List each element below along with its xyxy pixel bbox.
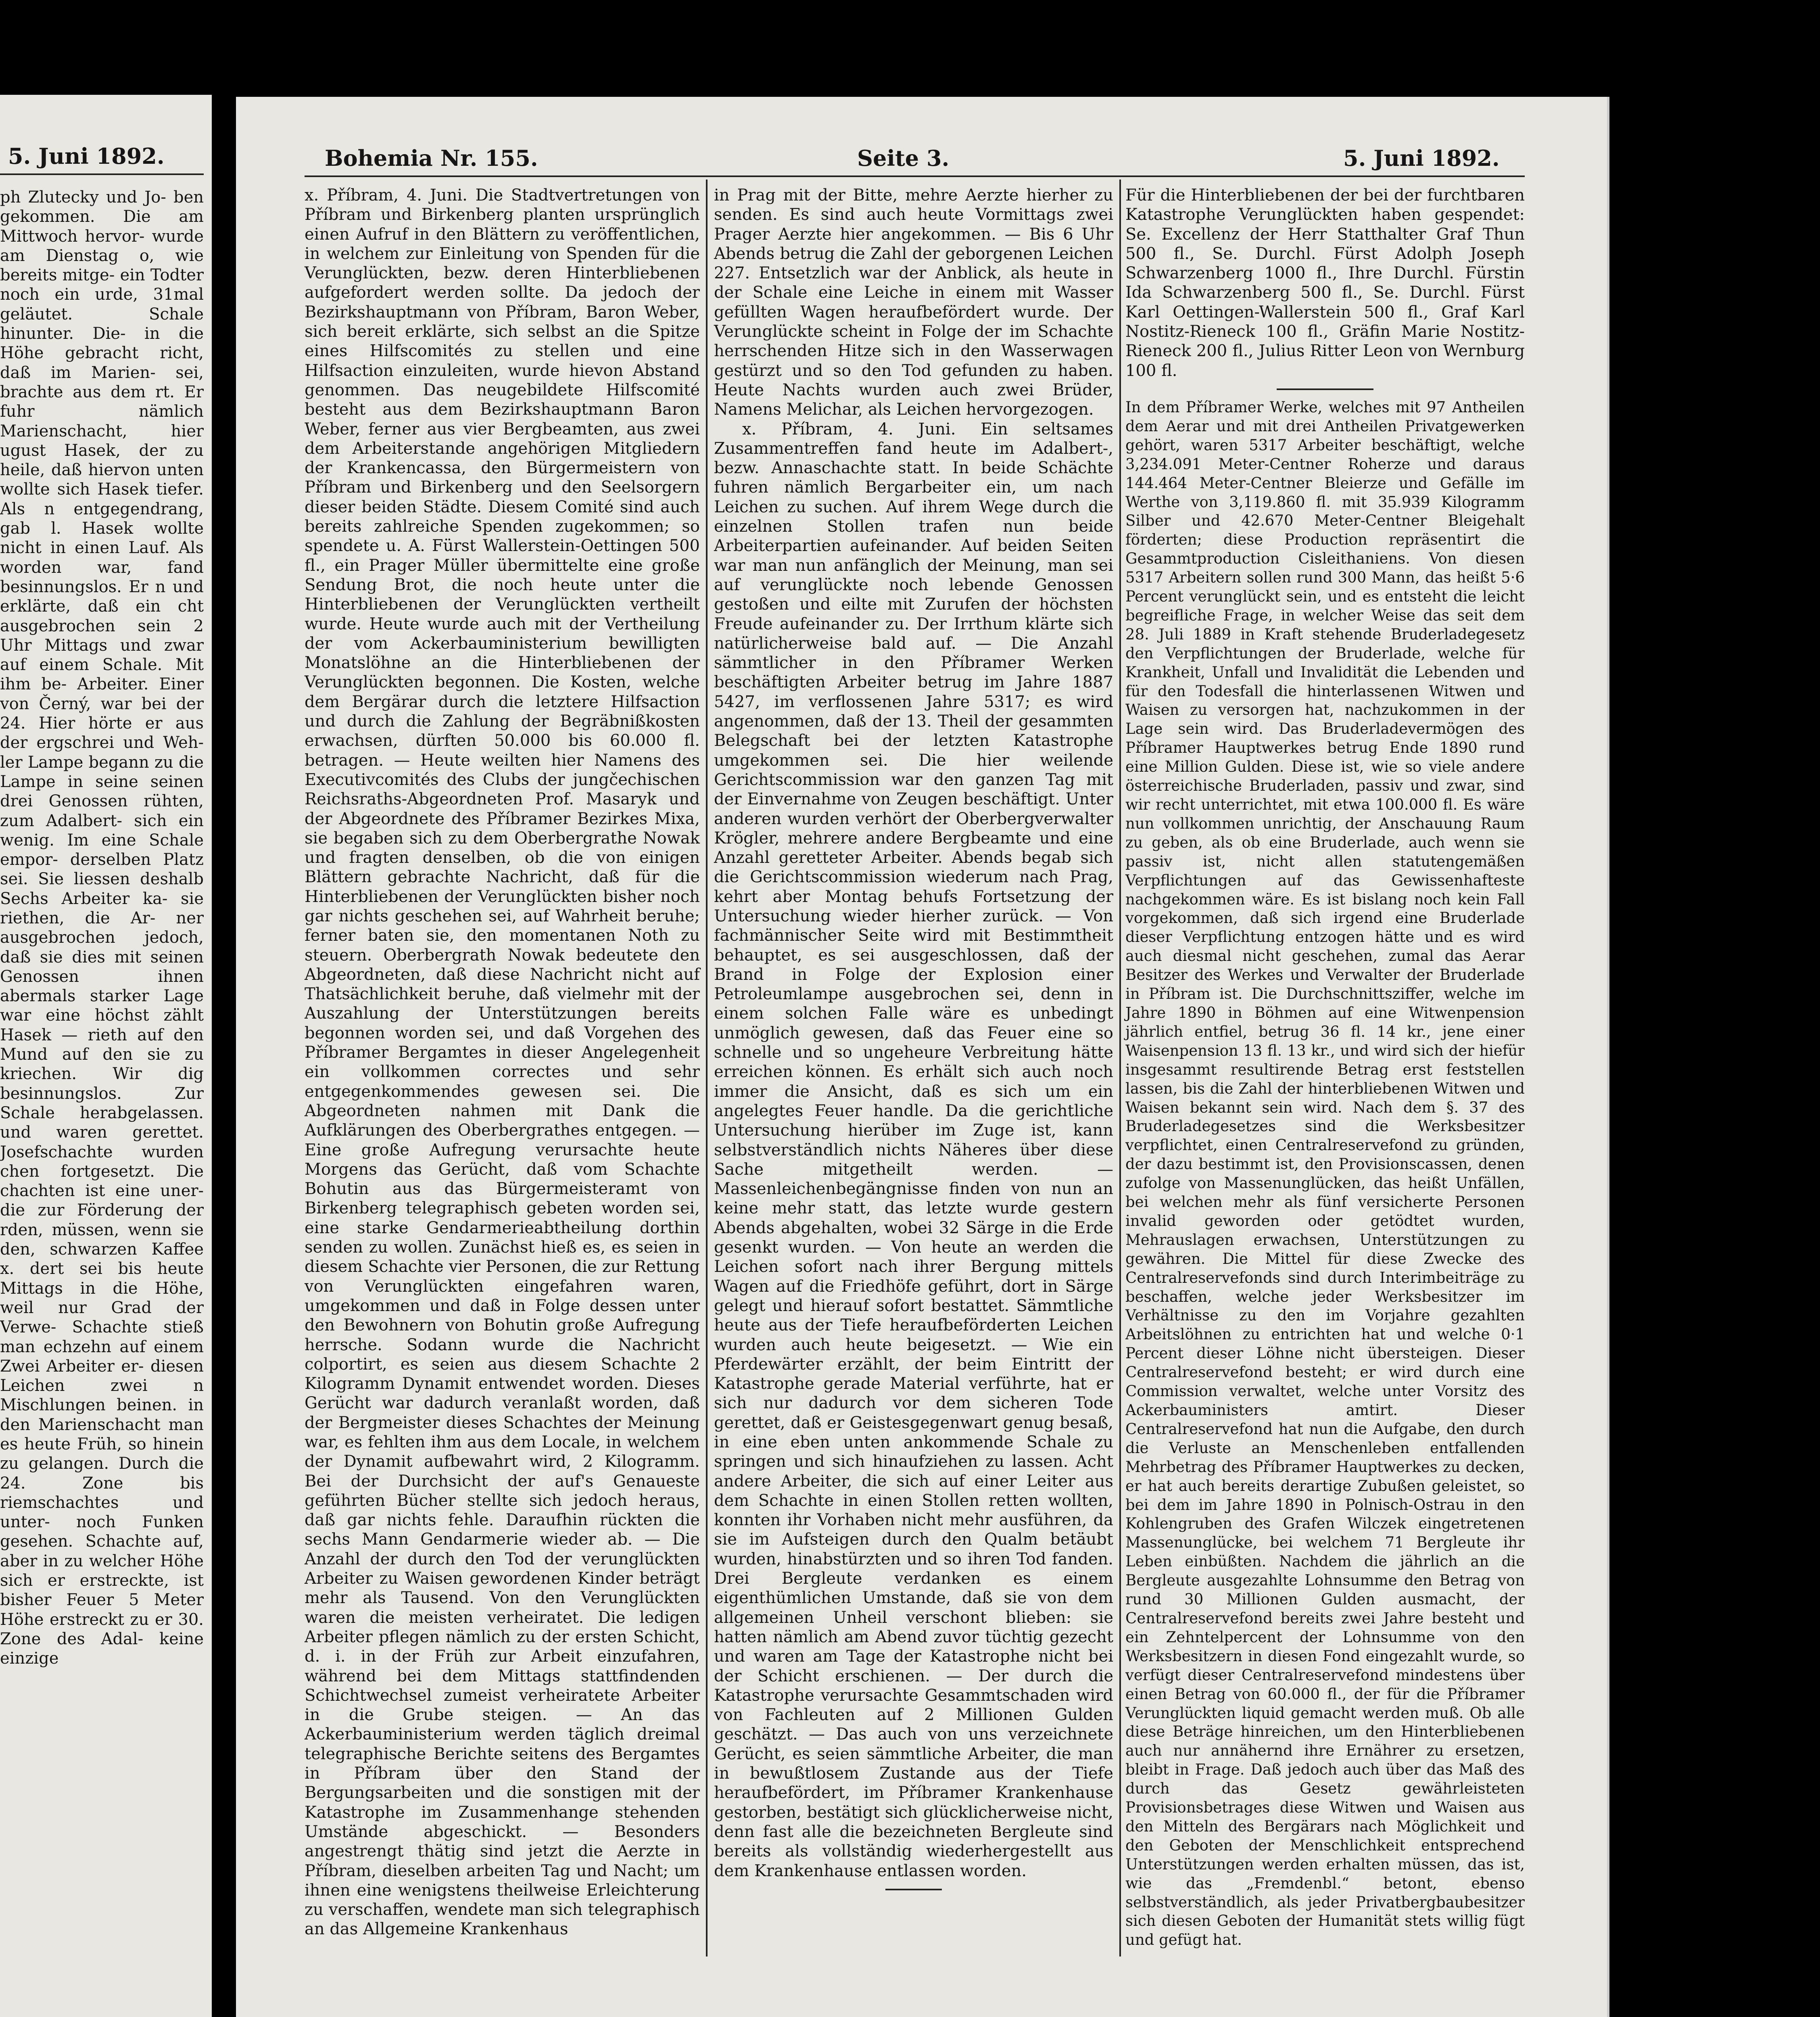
article-continuation: in Prag mit der Bitte, mehre Aerzte hierher zu senden. Es sind auch heute Vormittags zwei Prager Aerzte hier angekommen. — Bis 6 Uhr Abends betrug die Zahl der geborgenen Leichen 227. Entsetzlich war der Anblick, als heute in der Schale eine Leiche in einem mit Wasser gefüllten Wagen heraufbefördert wurde. Der Verunglückte scheint in Folge der im Schachte herrschenden Hitze sich in den Wasserwagen gestürzt und so den Tod gefunden zu haben. Heute Nachts wurden auch zwei Brüder, Namens Melichar, als Leichen hervorgezogen. [714,186,1113,419]
article-pribram-relief-committee: x. Příbram, 4. Juni. Die Stadtvertretungen von Příbram und Birkenberg planten ursprünglich einen Aufruf in den Blättern zu veröffentlichen, in welchem zur Einleitung von Spenden für die Verunglückten, bezw. deren Hinterbliebenen aufgefordert werden sollte. Da jedoch der Bezirkshauptmann von Příbram, Baron Weber, sich bereit erklärte, sich selbst an die Spitze eines Hilfscomités zu stellen und eine Hilfsaction einzuleiten, wurde hievon Abstand genommen. Das neugebildete Hilfscomité besteht aus dem Bezirkshauptmann Baron Weber, ferner aus vier Bergbeamten, aus zwei dem Arbeiterstande angehörigen Mitgliedern der Krankencassa, den Bürgermeistern von Příbram und Birkenberg und den Seelsorgern dieser beiden Städte. Diesem Comité sind auch bereits zahlreiche Spenden zugekommen; so spendete u. A. Fürst Wallerstein-Oettingen 500 fl., ein Prager Müller übermittelte eine große Sendung Brot, die noch heute unter die Hinterbliebenen der Verunglückten vertheilt wurde. Heute wurde auch mit der Vertheilung der vom Ackerbauministerium bewilligten Monatslöhne an die Hinterbliebenen der Verunglückten begonnen. Die Kosten, welche dem Bergärar durch die letztere Hilfsaction und durch die Zahlung der Begräbnißkosten erwachsen, dürften 50.000 bis 60.000 fl. betragen. — Heute weilten hier Namens des Executivcomités des Clubs der jungčechischen Reichsraths-Abgeordneten Prof. Masaryk und der Abgeordnete des Příbramer Bezirkes Mixa, sie begaben sich zu dem Oberbergrathe Nowak und fragten denselben, ob die von einigen Blättern gebrachte Nachricht, daß für die Hinterbliebenen der Verunglückten bisher noch gar nichts geschehen sei, auf Wahrheit beruhe; ferner baten sie, den momentanen Noth zu steuern. Oberbergrath Nowak bedeutete den Abgeordneten, daß diese Nachricht nicht auf Thatsächlichkeit beruhe, daß vielmehr mit der Auszahlung der Unterstützungen bereits begonnen worden sei, und daß Vorgehen des Příbramer Bergamtes in dieser Angelegenheit ein vollkommen correctes und sehr entgegenkommendes gewesen sei. Die Abgeordneten nahmen mit Dank die Aufklärungen des Oberbergrathes entgegen. — Eine große Aufregung verursachte heute Morgens das Gerücht, daß vom Schachte Bohutin aus das Bürgermeisteramt von Birkenberg telegraphisch gebeten worden sei, eine starke Gendarmerieabtheilung dorthin senden zu wollen. Zunächst hieß es, es seien in diesem Schachte vier Personen, die zur Rettung von Verunglückten eingefahren waren, umgekommen und daß in Folge dessen unter den Bewohnern von Bohutin große Aufregung herrsche. Sodann wurde die Nachricht colportirt, es seien aus diesem Schachte 2 Kilogramm Dynamit entwendet worden. Dieses Gerücht war dadurch veranlaßt worden, daß der Bergmeister dieses Schachtes der Meinung war, es fehlten ihm aus dem Locale, in welchem der Dynamit aufbewahrt wird, 2 Kilogramm. Bei der Durchsicht der auf's Genaueste geführten Bücher stellte sich jedoch heraus, daß gar nichts fehle. Daraufhin rückten die sechs Mann Gendarmerie wieder ab. — Die Anzahl der durch den Tod der verunglückten Arbeiter zu Waisen gewordenen Kinder beträgt mehr als Tausend. Von den Verunglückten waren die meisten verheiratet. Die ledigen Arbeiter pflegen nämlich zu der ersten Schicht, d. i. in der Früh zur Arbeit einzufahren, während bei dem Mittags stattfindenden Schichtwechsel zumeist verheiratete Arbeiter in die Grube steigen. — An das Ackerbauministerium werden täglich dreimal telegraphische Berichte seitens des Bergamtes in Příbram über den Stand der Bergungsarbeiten und die sonstigen mit der Katastrophe im Zusammenhange stehenden Umstände abgeschickt. — Besonders angestrengt thätig sind jetzt die Aerzte in Příbram, dieselben arbeiten Tag und Nacht; um ihnen eine wenigstens theilweise Erleichterung zu verschaffen, wendete man sich telegraphisch an das Allgemeine Krankenhaus [305,186,700,1939]
donations-list: Für die Hinterbliebenen der bei der furchtbaren Katastrophe Verunglückten haben gespendet: Se. Excellenz der Herr Statthalter Graf Thun 500 fl., Se. Durchl. Fürst Adolph Joseph Schwarzenberg 1000 fl., Ihre Durchl. Fürstin Ida Schwarzenberg 500 fl., Se. Durchl. Fürst Karl Oettingen-Wallerstein 500 fl., Graf Karl Nostitz-Rieneck 100 fl., Gräfin Marie Nostitz-Rieneck 200 fl., Julius Ritter Leon von Wernburg 100 fl. [1125,186,1525,380]
section-divider-rule [1277,388,1373,390]
page-edge [1607,97,1609,2017]
left-header-rule [0,173,204,175]
left-column-fragment: ph Zlutecky und Jo- ben gekommen. Die am Mittwoch hervor- wurde am Dienstag o, wie bereits mitge- ein Todter noch ein urde, 31mal geläutet. Schale hinunter. Die- in die Höhe gebracht richt, daß im Marien- sei, brachte aus dem rt. Er fuhr nämlich Marienschacht, hier ugust Hasek, der zu heile, daß hiervon unten wollte sich Hasek tiefer. Als n entgegendrang, gab l. Hasek wollte nicht in einen Lauf. Als worden war, fand besinnungslos. Er n und erklärte, daß ein cht ausgebrochen sein 2 Uhr Mittags und zwar auf einem Schale. Mit ihm be- Arbeiter. Einer von Černý, war bei der 24. Hier hörte er aus der ergschrei und Weh- ler Lampe begann zu die Lampe in seine seinen drei Genossen rühten, zum Adalbert- sich ein wenig. Im eine Schale empor- derselben Platz sei. Sie liessen deshalb Sechs Arbeiter ka- sie riethen, die Ar- ner ausgebrochen jedoch, daß sie dies mit seinen Genossen ihnen abermals starker Lage war eine höchst zählt Hasek — rieth auf den Mund auf den sie zu kriechen. Wir dig besinnungslos. Zur Schale herabgelassen. und waren gerettet. Josefschachte wurden chen fortgesetzt. Die chachten ist eine uner- die zur Förderung der rden, müssen, wenn sie den, schwarzen Kaffee x. dert sei bis heute Mittags in die Höhe, weil nur Grad der Verwe- Schachte stieß man echzehn auf einem Zwei Arbeiter er- diesen Leichen zwei n Mischlungen beinen. in den Marienschacht man es heute Früh, so hinein zu gelangen. Durch die 24. Zone bis riemschachtes und unter- noch Funken gesehen. Schachte auf, aber in zu welcher Höhe sich er erstreckte, ist bisher Feuer 5 Meter Höhe erstreckt zu er 30. Zone des Adal- keine einzige [0,188,204,1668]
article-bruderlade: In dem Příbramer Werke, welches mit 97 Antheilen dem Aerar und mit drei Antheilen Privatgewerken gehört, waren 5317 Arbeiter beschäftigt, welche 3,234.091 Meter-Centner Roherze und daraus 144.464 Meter-Centner Bleierze und Gefälle im Werthe von 3,119.860 fl. mit 35.939 Kilogramm Silber und 42.670 Meter-Centner Bleigehalt förderten; diese Production repräsentirt die Gesammtproduction Cisleithaniens. Von diesen 5317 Arbeitern sollen rund 300 Mann, das heißt 5·6 Percent verunglückt sein, und es entsteht die leicht begreifliche Frage, in welcher Weise das seit dem 28. Juli 1889 in Kraft stehende Bruderladegesetz den Verpflichtungen der Bruderlade, welche für Krankheit, Unfall und Invalidität die Lebenden und für den Todesfall die hinterlassenen Witwen und Waisen zu versorgen hat, nachzukommen in der Lage sein wird. Das Bruderladevermögen des Příbramer Hauptwerkes betrug Ende 1890 rund eine Million Gulden. Diese ist, wie so viele andere österreichische Bruderladen, passiv und zwar, sind wir recht unterrichtet, mit etwa 100.000 fl. Es wäre nun vollkommen unrichtig, der Anschauung Raum zu geben, als ob eine Bruderlade, auch wenn sie passiv ist, nicht allen statutengemäßen Verpflichtungen auf das Gewissenhafteste nachgekommen wäre. Es ist bislang noch kein Fall vorgekommen, daß sich irgend eine Bruderlade dieser Verpflichtung entzogen hätte und es wird auch diesmal nicht geschehen, zumal das Aerar Besitzer des Werkes und Verwalter der Bruderlade in Příbram ist. Die Durchschnittsziffer, welche im Jahre 1890 in Böhmen auf eine Witwenpension jährlich entfiel, betrug 36 fl. 14 kr., jene einer Waisenpension 13 fl. 13 kr., und wird sich der hiefür insgesammt resultirende Betrag erst feststellen lassen, bis die Zahl der hinterbliebenen Witwen und Waisen bekannt sein wird. Nach dem §. 37 des Bruderladegesetzes sind die Werksbesitzer verpflichtet, einen Centralreservefond zu gründen, der dazu bestimmt ist, den Provisionscassen, denen zufolge von Massenunglücken, das heißt Unfällen, bei welchen mehr als fünf versicherte Personen invalid geworden oder getödtet wurden, Mehrauslagen erwachsen, Unterstützungen zu gewähren. Die Mittel für diese Zwecke des Centralreservefonds sind durch Interimbeiträge zu beschaffen, welche jeder Werksbesitzer im Verhältnisse zu den im Vorjahre gezahlten Arbeitslöhnen zu entrichten hat und welche 0·1 Percent dieser Löhne nicht übersteigen. Dieser Centralreservefond besteht; er wird durch eine Commission verwaltet, welche unter Vorsitz des Ackerbauministers amtirt. Dieser Centralreservefond hat nun die Aufgabe, den durch die Verluste an Menschenleben entfallenden Mehrbetrag des Příbramer Hauptwerkes zu decken, er hat auch bereits derartige Zubußen geleistet, so bei dem im Jahre 1890 in Polnisch-Ostrau in den Kohlengruben des Grafen Wilczek eingetretenen Massenunglücke, bei welchem 71 Bergleute ihr Leben einbüßten. Nachdem die jährlich an die Bergleute ausgezahlte Lohnsumme den Betrag von rund 30 Millionen Gulden ausmacht, der Centralreservefond bereits zwei Jahre besteht und ein Zehntelpercent der Lohnsumme von den Werksbesitzern in diesen Fond eingezahlt wurde, so verfügt dieser Centralreservefond mindestens über einen Betrag von 60.000 fl., der für die Příbramer Verunglückten liquid gemacht werden muß. Ob alle diese Beträge hinreichen, um den Hinterbliebenen auch nur annähernd ihre Ernährer zu ersetzen, bleibt in Frage. Daß jedoch auch über das Maß des durch das Gesetz gewährleisteten Provisionsbetrages diese Witwen und Waisen aus den Mitteln des Bergärars nach Möglichkeit und den Geboten der Menschlichkeit entsprechend Unterstützungen werden erhalten müssen, das ist, wie das „Fremdenbl.“ betont, ebenso selbstverständlich, als jeder Privatbergbaubesitzer sich diesen Geboten der Humanität stets willig fügt und gefügt hat. [1125,398,1525,1949]
header-rule [305,175,1525,177]
article-column-1 [305,186,700,1939]
newspaper-page [236,97,1609,2017]
header-page-number: Seite 3. [857,145,950,171]
article-end-rule [885,1889,942,1890]
header-date: 5. Juni 1892. [1343,145,1500,171]
article-column-3 [1125,186,1525,1950]
article-column-2 [714,186,1113,1898]
left-page-fragment [0,95,212,2017]
column-divider-2 [1119,180,1121,1956]
header-paper-title: Bohemia Nr. 155. [325,145,538,171]
left-header-date: 5. Juni 1892. [8,143,165,169]
article-pribram-encounter: x. Příbram, 4. Juni. Ein seltsames Zusammentreffen fand heute im Adalbert-, bezw. Annaschachte statt. In beide Schächte fuhren nämlich Bergarbeiter ein, um nach Leichen zu suchen. Auf ihrem Wege durch die einzelnen Stollen trafen nun beide Arbeiterpartien aufeinander. Auf beiden Seiten war man nun anfänglich der Meinung, man sei auf verunglückte noch lebende Genossen gestoßen und eilte mit Zurufen der höchsten Freude aufeinander zu. Der Irrthum klärte sich natürlicherweise bald auf. — Die Anzahl sämmtlicher in den Příbramer Werken beschäftigten Arbeiter betrug im Jahre 1887 5427, im verflossenen Jahre 5317; es wird angenommen, daß der 13. Theil der gesammten Belegschaft bei der letzten Katastrophe umgekommen sei. Die hier weilende Gerichtscommission war den ganzen Tag mit der Einvernahme von Zeugen beschäftigt. Unter anderen wurden verhört der Oberbergverwalter Krögler, mehrere andere Bergbeamte und eine Anzahl geretteter Arbeiter. Abends begab sich die Gerichtscommission wiederum nach Prag, kehrt aber Montag behufs Fortsetzung der Untersuchung wieder hierher zurück. — Von fachmännischer Seite wird mit Bestimmtheit behauptet, es sei ausgeschlossen, daß der Brand in Folge der Explosion einer Petroleumlampe ausgebrochen sei, denn in einem solchen Falle wäre es unbedingt unmöglich gewesen, daß das Feuer eine so schnelle und so ungeheure Verbreitung hätte erreichen können. Es erhält sich auch noch immer die Ansicht, daß es sich um ein angelegtes Feuer handle. Da die gerichtliche Untersuchung hierüber im Zuge ist, kann selbstverständlich nichts Näheres über diese Sache mitgetheilt werden. — Massenleichenbegängnisse finden von nun an keine mehr statt, das letzte wurde gestern Abends abgehalten, wobei 32 Särge in die Erde gesenkt wurden. — Von heute an werden die Leichen sofort nach ihrer Bergung mittels Wagen auf die Friedhöfe geführt, dort in Särge gelegt und hierauf sofort bestattet. Sämmtliche heute aus der Tiefe heraufbeförderten Leichen wurden auch heute beigesetzt. — Wie ein Pferdewärter erzählt, der beim Eintritt der Katastrophe gerade Material verführte, hat er sich nur dadurch vor dem sicheren Tode gerettet, daß er Geistesgegenwart genug besaß, in eine eben unten ankommende Schale zu springen und sich hinaufziehen zu lassen. Acht andere Arbeiter, die sich auf einer Leiter aus dem Schachte in einen Stollen retten wollten, konnten ihr Vorhaben nicht mehr ausführen, da sie im Aufsteigen durch den Qualm betäubt wurden, hinabstürzten und so ihren Tod fanden. Drei Bergleute verdanken es einem eigenthümlichen Umstande, daß sie von dem allgemeinen Unheil verschont blieben: sie hatten nämlich am Abend zuvor tüchtig gezecht und waren am Tage der Katastrophe nicht bei der Schicht erschienen. — Der durch die Katastrophe verursachte Gesammtschaden wird von Fachleuten auf 2 Millionen Gulden geschätzt. — Das auch von uns verzeichnete Gerücht, es seien sämmtliche Arbeiter, die man in bewußtlosem Zustande aus der Tiefe heraufbefördert, im Příbramer Krankenhause gestorben, bestätigt sich glücklicherweise nicht, denn fast alle die bezeichneten Bergleute sind bereits als vollständig wiederhergestellt aus dem Krankenhause entlassen worden. [714,420,1113,1880]
column-divider-1 [706,180,708,1956]
